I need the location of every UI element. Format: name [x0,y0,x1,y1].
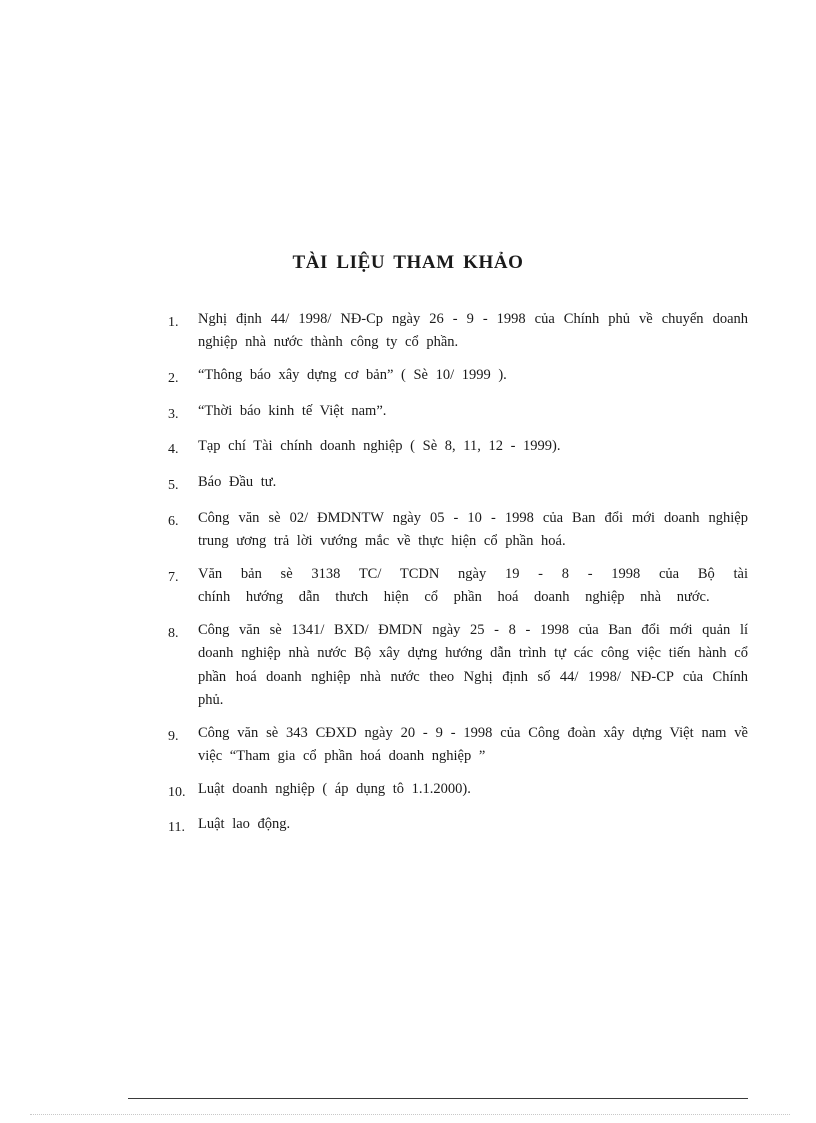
list-item [168,400,748,427]
list-item-number: 1. [168,315,179,330]
list-item-number: 10. [168,784,186,800]
list-item-text: Văn bản sè 3138 TC/ TCDN ngày 19 - 8 - 1998 của Bộ tài chính hướng dẫn thưch hiện cổ phần hoá doanh nghiệp nhà nước. [198,565,748,606]
list-item [168,619,748,713]
list-item-number: 7. [168,569,179,585]
list-item [168,563,748,610]
list-item-number: 3. [168,406,179,422]
list-item-number: 6. [168,513,179,529]
list-item [168,308,748,355]
list-item-text: Luật lao động. [198,816,291,833]
list-item-text: Công văn sè 02/ ĐMDNTW ngày 05 - 10 - 1998 của Ban đổi mới doanh nghiệp trung ương trả lời vướng mắc về thực hiện cổ phần hoá. [198,509,748,550]
list-item-text: Nghị định 44/ 1998/ NĐ-Cp ngày 26 - 9 - 1998 của Chính phủ về chuyển doanh nghiệp nhà nước thành công ty cổ phần. [198,311,748,351]
list-item-number: 2. [168,370,179,386]
list-item [168,722,748,769]
list-item [168,435,748,462]
list-item-text: Báo Đầu tư. [198,473,277,490]
list-item-text: Công văn sè 1341/ BXD/ ĐMDN ngày 25 - 8 - 1998 của Ban đổi mới quản lí doanh nghiệp nhà nước Bộ xây dựng hướng dẫn trình tự các công việc tiến hành cổ phần hoá doanh nghiệp nhà nước theo Nghị định số 44/ 1998/ NĐ-CP của Chính phủ. [198,621,748,709]
list-item-text: “Thời báo kinh tế Việt nam”. [198,402,387,419]
list-item-number: 11. [168,820,185,836]
list-item-text: Tạp chí Tài chính doanh nghiệp ( Sè 8, 11, 12 - 1999). [198,438,561,455]
list-item-number: 4. [168,442,179,458]
footer-divider [128,1098,748,1099]
list-item-number: 5. [168,477,179,493]
list-item [168,471,748,498]
list-item-number: 9. [168,728,179,744]
page-bottom-edge [30,1114,790,1115]
list-item-text: Luật doanh nghiệp ( áp dụng tô 1.1.2000). [198,780,471,797]
list-item-text: Công văn sè 343 CĐXD ngày 20 - 9 - 1998 của Công đoàn xây dựng Việt nam về việc “Tham gia cổ phần hoá doanh nghiệp ” [198,724,748,765]
reference-list [168,308,748,849]
list-item [168,778,748,805]
list-item [168,364,748,391]
list-item [168,507,748,554]
list-item-text: “Thông báo xây dựng cơ bản” ( Sè 10/ 1999 ). [198,366,507,383]
page-title: TÀI LIỆU THAM KHẢO [292,252,524,273]
list-item-number: 8. [168,625,179,641]
list-item [168,813,748,840]
